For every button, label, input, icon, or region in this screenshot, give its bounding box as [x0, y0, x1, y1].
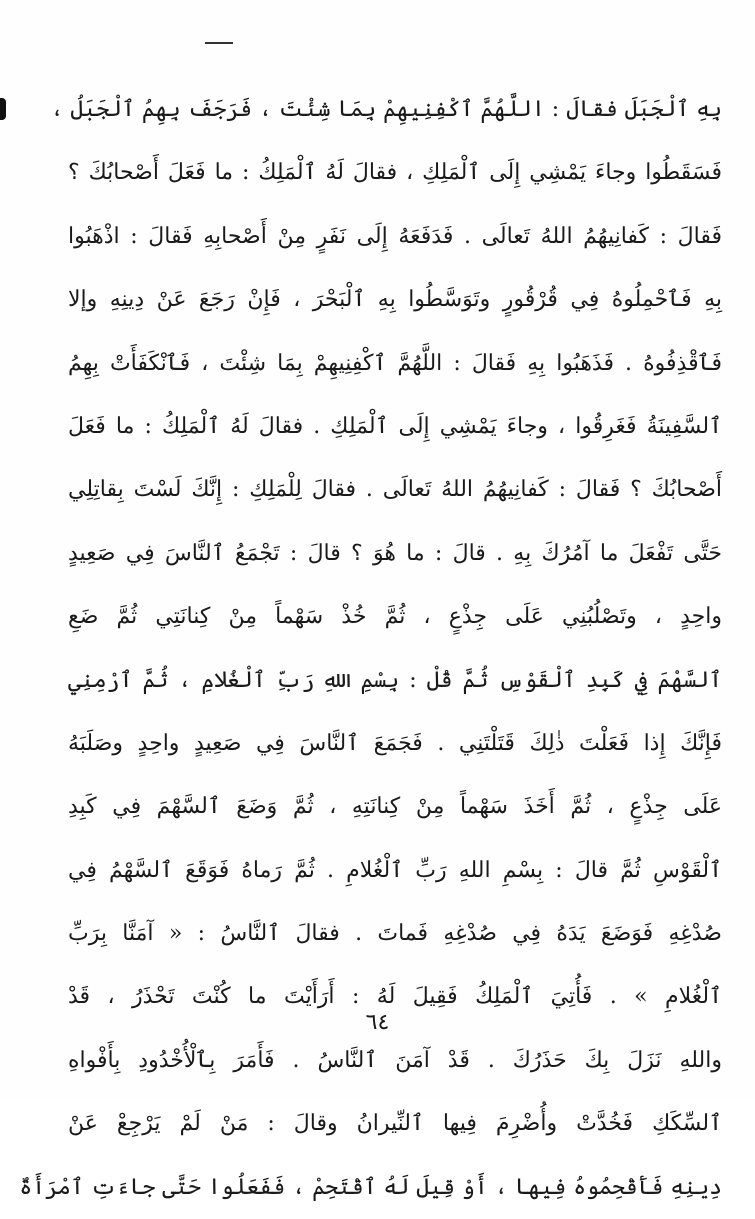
text-line: ٱلسَّهْمَ فِي كَبِدِ ٱلْقَوْسِ ثُمَّ قُلْ : بِسْمِ اللهِ رَبِّ ٱلْغُلامِ ، ثُمَّ ٱرْمِنِي — [68, 667, 722, 693]
text-line: واحِدٍ ، وتَصْلُبُنِي عَلَى جِذْعٍ ، ثُمَّ خُذْ سَهْماً مِنْ كِنانَتِي ثُمَّ ضَعِ — [68, 604, 722, 630]
text-line: فَٱقْذِفُوهُ . فَذَهَبُوا بِهِ فَقالَ : اللَّهُمَّ ٱكْفِنِيهِمْ بِمَا شِئْتَ ، فَٱنْكَفَأَتْ بِهِمُ — [68, 350, 722, 376]
text-line: بِهِ فَٱحْمِلُوهُ فِي قُرْقُورٍ وتَوَسَّطُوا بِهِ ٱلْبَحْرَ ، فَإِنْ رَجَعَ عَنْ دِينِهِ وإلا — [68, 287, 722, 313]
text-line: فَقالَ : كَفانِيهُمُ اللهُ تَعالَى . فَدَفَعَهُ إِلَى نَفَرٍ مِنْ أَصْحابِهِ فَقالَ : اذْهَبُوا — [68, 223, 722, 249]
top-rule-mark — [205, 42, 233, 44]
text-line: ٱلْغُلامِ » . فَأُتِيَ ٱلْمَلِكُ فَقِيلَ لَهُ : أَرَأَيْتَ ما كُنْتَ تَحْذَرُ ، قَدْ — [68, 984, 722, 1010]
body-text — [19, 78, 722, 1219]
text-line: عَلَى جِذْعٍ ، ثُمَّ أَخَذَ سَهْماً مِنْ كِنانَتِهِ ، ثُمَّ وَضَعَ ٱلسَّهْمَ فِي كَبِدِ — [68, 794, 722, 820]
text-line: واللهِ نَزَلَ بِكَ حَذَرُكَ . قَدْ آمَنَ ٱلنَّاسُ . فَأَمَرَ بِٱلْأُخْدُودِ بِأَفْواهِ — [68, 1047, 722, 1073]
page-edge-mark — [0, 98, 6, 120]
text-line: صُدْغِهِ فَوَضَعَ يَدَهُ فِي صُدْغِهِ فَماتَ . فقالَ ٱلنَّاسُ : « آمَنَّا بِرَبِّ — [68, 921, 722, 947]
text-line: بِهِ ٱلْجَبَلَ فقالَ : اللَّهُمَّ ٱكْفِنِيهِمْ بِمَا شِئْتَ ، فَرَجَفَ بِهِمُ ٱلْجَبَلُ ، — [50, 97, 722, 122]
page-number: ٦٤ — [365, 1010, 390, 1035]
text-line: ٱلسَّفِينَةُ فَغَرِقُوا ، وجاءَ يَمْشِي إِلَى ٱلْمَلِكِ . فقالَ لَهُ ٱلْمَلِكُ : ما فَعَلَ — [68, 413, 722, 439]
text-line: حَتَّى تَفْعَلَ ما آمُرُكَ بِهِ . قالَ : ما هُوَ ؟ قالَ : تَجْمَعُ ٱلنَّاسَ فِي صَعِيدٍ — [68, 540, 722, 566]
text-line: أَصْحابُكَ ؟ فَقالَ : كَفانِيهُمُ اللهُ تَعالَى . فقالَ لِلْمَلِكِ : إِنَّكَ لَسْتَ بِقاتِلِي — [68, 477, 722, 503]
text-line: ٱلْقَوْسِ ثُمَّ قالَ : بِسْمِ اللهِ رَبِّ ٱلْغُلامِ . ثُمَّ رَماهُ فَوَقَعَ ٱلسَّهْمُ فِي — [68, 857, 722, 883]
text-line: ٱلسِّكَكِ فَخُدَّتْ وأُضْرِمَ فِيها ٱلنِّيرانُ وقالَ : مَنْ لَمْ يَرْجِعْ عَنْ — [68, 1111, 722, 1137]
text-line: فَسَقَطُوا وجاءَ يَمْشِي إِلَى ٱلْمَلِكِ ، فقالَ لَهُ ٱلْمَلِكُ : ما فَعَلَ أَصْحابُكَ ؟ — [68, 160, 722, 186]
text-line: دِينِهِ فَأَقْحِمُوهُ فِيها ، أَوْ قِيلَ لَهُ ٱقْتَحِمْ ، فَفَعَلُوا حَتَّى جاءَتِ ٱمْرَأَةٌ — [19, 1174, 722, 1200]
text-line: فَإِنَّكَ إِذا فَعَلْتَ ذٰلِكَ قَتَلْتَنِي . فَجَمَعَ ٱلنَّاسَ فِي صَعِيدٍ واحِدٍ وصَلَبَهُ — [68, 730, 722, 756]
